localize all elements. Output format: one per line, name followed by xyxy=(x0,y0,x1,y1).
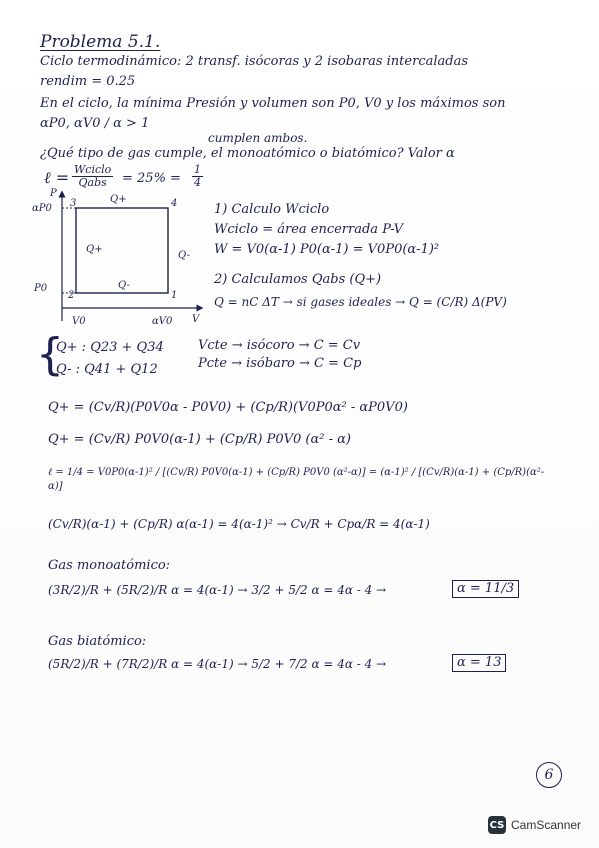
vcte-rule: Vcte → isócoro → C = Cv xyxy=(198,338,361,353)
derivation-3: ℓ = 1/4 = V0P0(α-1)² / [(Cv/R) P0V0(α-1) + (Cp/R) P0V0 (α²-α)] = (α-1)² / [(Cv/R)(α-1) + (Cp/R)(α²-α)] xyxy=(48,467,545,492)
mono-equation: (3R/2)/R + (5R/2)/R α = 4(α-1) → 3/2 + 5/2 α = 4α - 4 → xyxy=(48,583,387,597)
statement-line-1: Ciclo termodinámico: 2 transf. isócoras y 2 isobaras intercaladas xyxy=(40,54,468,69)
derivation-1: Q+ = (Cv/R)(P0V0α - P0V0) + (Cp/R)(V0P0α² - αP0V0) xyxy=(48,400,408,415)
q-plus-def: Q+ : Q23 + Q34 xyxy=(56,340,164,355)
step-2: 2) Calculamos Qabs (Q+) xyxy=(214,272,382,287)
corner-2: 2 xyxy=(68,290,75,301)
ap0-label: αP0 xyxy=(32,203,52,214)
step-q-ideal: Q = nC ΔT → si gases ideales → Q = (C/R) Δ(PV) xyxy=(214,295,507,309)
heat-left: Q+ xyxy=(86,244,103,255)
pv-diagram xyxy=(30,186,210,336)
eff-quarter: $\frac{1}{4}$ xyxy=(194,163,201,189)
derivation-2: Q+ = (Cv/R) P0V0(α-1) + (Cp/R) P0V0 (α² - α) xyxy=(48,432,351,447)
heat-top: Q+ xyxy=(110,194,127,205)
corner-4: 4 xyxy=(171,198,178,209)
eff-lhs: ℓ = xyxy=(44,168,70,187)
bi-equation: (5R/2)/R + (7R/2)/R α = 4(α-1) → 5/2 + 7/2 α = 4α - 4 → xyxy=(48,657,387,671)
q-minus-def: Q- : Q41 + Q12 xyxy=(56,362,158,377)
derivation-4: (Cv/R)(α-1) + (Cp/R) α(α-1) = 4(α-1)² → Cv/R + Cpα/R = 4(α-1) xyxy=(48,517,430,531)
annotation-cumplen: cumplen ambos. xyxy=(208,131,308,145)
v-axis-label: V xyxy=(192,314,200,325)
page-number: 6 xyxy=(536,762,562,788)
p-axis-label: P xyxy=(50,188,57,199)
mono-result: α = 11/3 xyxy=(452,580,519,598)
step-1: 1) Calculo Wciclo xyxy=(214,202,330,217)
statement-line-3: En el ciclo, la mínima Presión y volumen son P0, V0 y los máximos son xyxy=(40,96,506,111)
system-brace: { xyxy=(36,329,64,380)
problem-title: Problema 5.1. xyxy=(40,32,161,52)
eff-fraction: Wciclo Qabs xyxy=(74,163,112,189)
question-line: ¿Qué tipo de gas cumple, el monoatómico o biatómico? Valor α xyxy=(40,146,455,161)
statement-line-2: rendim = 0.25 xyxy=(40,74,136,89)
step-work: W = V0(α-1) P0(α-1) = V0P0(α-1)² xyxy=(214,242,440,257)
camscanner-name: CamScanner xyxy=(511,818,582,832)
pcte-rule: Pcte → isóbaro → C = Cp xyxy=(198,356,362,371)
av0-label: αV0 xyxy=(152,316,173,327)
heat-bottom: Q- xyxy=(118,280,130,291)
corner-1: 1 xyxy=(171,290,178,301)
scanner-watermark xyxy=(488,816,581,834)
statement-line-4: αP0, αV0 / α > 1 xyxy=(40,116,150,131)
step-area: Wciclo = área encerrada P-V xyxy=(214,222,404,237)
corner-3: 3 xyxy=(70,198,77,209)
bi-label: Gas biatómico: xyxy=(48,634,147,649)
heat-right: Q- xyxy=(178,250,190,261)
camscanner-logo-icon: CS xyxy=(488,816,506,834)
bi-result: α = 13 xyxy=(452,654,506,672)
p0-label: P0 xyxy=(34,283,48,294)
mono-label: Gas monoatómico: xyxy=(48,558,171,573)
eff-mid: = 25% = xyxy=(122,171,181,186)
v0-label: V0 xyxy=(72,316,86,327)
